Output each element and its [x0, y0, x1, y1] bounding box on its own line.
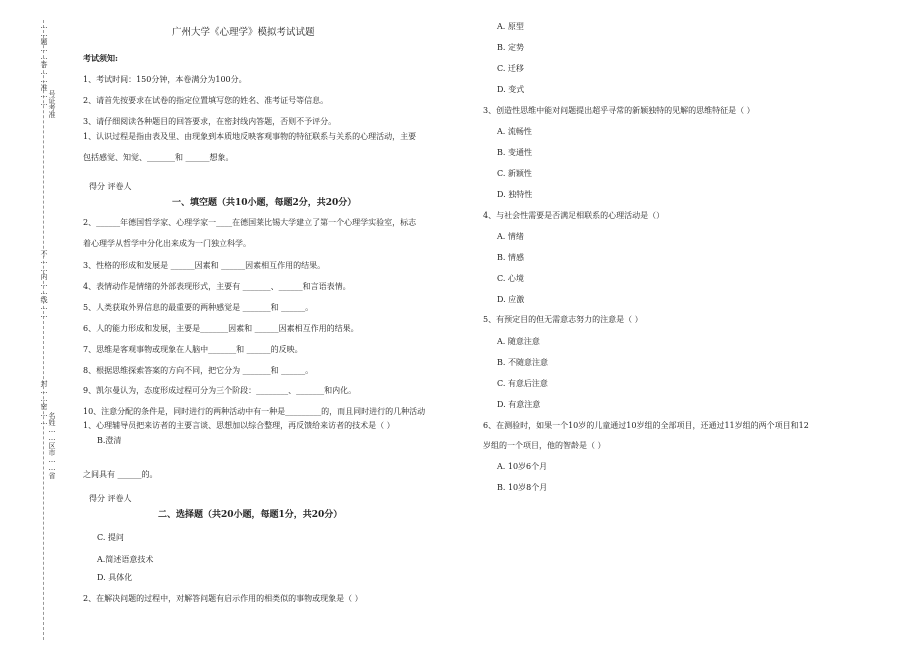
- question-text: 着心理学从哲学中分化出来成为一门独立科学。: [83, 239, 251, 248]
- option-text: B. 10岁8个月: [497, 483, 548, 492]
- question-text: 岁组的一个项目，他的智龄是（ ）: [483, 441, 606, 450]
- option-text: C. 迁移: [497, 64, 524, 73]
- option-text: D. 应激: [497, 295, 525, 304]
- question-text: 6、人的能力形成和发展，主要是_______因素和 ______因素相互作用的结果。: [83, 324, 359, 333]
- question-text: 3、性格的形成和发展是 ______因素和 ______因素相互作用的结果。: [83, 261, 326, 270]
- option-text: A. 情绪: [497, 232, 524, 241]
- question-text: 5、有预定目的但无需意志努力的注意是（ ）: [483, 315, 643, 324]
- option-text: A. 原型: [497, 22, 524, 31]
- question-text: 8、根据思维探索答案的方向不同，把它分为 _______和 ______。: [83, 366, 314, 375]
- question-text: 10、注意分配的条件是，同时进行的两种活动中有一种是_________的，而且同时进行的几种活动: [83, 407, 426, 416]
- binding-text-middle: 不……内……线……: [40, 250, 48, 319]
- option-text: A. 随意注意: [497, 337, 540, 346]
- question-text: 2、在解决问题的过程中，对解答问题有启示作用的相类似的事物或现象是（ ）: [83, 594, 363, 603]
- option-text: B. 变通性: [497, 148, 532, 157]
- option-text: D. 独特性: [497, 190, 533, 199]
- option-text: D. 变式: [497, 85, 525, 94]
- option-text: C. 新颖性: [497, 169, 532, 178]
- question-text: 4、与社会性需要是否满足相联系的心理活动是（）: [483, 211, 665, 220]
- question-text: 3、创造性思维中能对问题提出超乎寻常的新颖独特的见解的思维特征是（ ）: [483, 106, 755, 115]
- option-text: D. 具体化: [97, 573, 133, 582]
- option-text: A.简述语意技术: [97, 555, 154, 564]
- option-text: B. 情感: [497, 253, 524, 262]
- option-text: C. 提问: [97, 533, 124, 542]
- question-text: 1、心理辅导员把来访者的主要言谈、思想加以综合整理，再反馈给来访者的技术是（ ）: [83, 421, 395, 430]
- score-label: 得分 评卷人: [89, 494, 132, 503]
- option-text: B. 定势: [497, 43, 524, 52]
- question-text: 1、认识过程是指由表及里、由现象到本质地反映客观事物的特征联系与关系的心理活动，主要: [83, 132, 417, 141]
- section-heading: 一、填空题（共10小题，每题2分，共20分）: [172, 198, 357, 208]
- binding-text-bottom: 封……密……: [40, 380, 48, 426]
- section-heading: 二、选择题（共20小题，每题1分，共20分）: [158, 510, 343, 520]
- option-text: A. 10岁6个月: [497, 462, 548, 471]
- question-text: 9、凯尔曼认为，态度形成过程可分为三个阶段：________、_______和内化。: [83, 386, 357, 395]
- notice-title: 考试须知:: [83, 53, 118, 63]
- question-text: 6、在测验时，如果一个10岁的儿童通过10岁组的全部项目，还通过11岁组的两个项目和12: [483, 421, 809, 430]
- option-text: D. 有意注意: [497, 400, 541, 409]
- option-text: A. 流畅性: [497, 127, 532, 136]
- notice-item: 1、考试时间：150分钟，本卷满分为100分。: [83, 75, 247, 84]
- option-text: B. 不随意注意: [497, 358, 548, 367]
- question-text: 4、表情动作是情绪的外部表现形式，主要有 _______、______和言语表情。: [83, 282, 351, 291]
- binding-text-exam-id: 号证考准: [48, 90, 56, 118]
- question-text: 包括感觉、知觉、_______和 ______想象。: [83, 153, 234, 162]
- score-label: 得分 评卷人: [89, 182, 132, 191]
- binding-text-top: ……题……答……准……: [40, 22, 48, 107]
- page-title: 广州大学《心理学》模拟考试试题: [172, 27, 315, 38]
- question-text: 5、人类获取外界信息的最重要的两种感觉是 _______和 ______。: [83, 303, 314, 312]
- option-text: C. 有意后注意: [497, 379, 548, 388]
- notice-item: 2、请首先按要求在试卷的指定位置填写您的姓名、准考证号等信息。: [83, 96, 329, 105]
- notice-item: 3、请仔细阅读各种题目的回答要求，在密封线内答题，否则不予评分。: [83, 117, 337, 126]
- binding-text-name: 名姓……区市……省: [48, 412, 56, 479]
- option-text: C. 心境: [497, 274, 524, 283]
- option-text: B.澄清: [97, 436, 122, 445]
- question-text: 7、思维是客观事物或现象在人脑中_______和 ______的反映。: [83, 345, 303, 354]
- question-text: 之间具有 ______的。: [83, 470, 158, 479]
- question-text: 2、______年德国哲学家、心理学家一____在德国莱比锡大学建立了第一个心理学实验室，标志: [83, 218, 417, 227]
